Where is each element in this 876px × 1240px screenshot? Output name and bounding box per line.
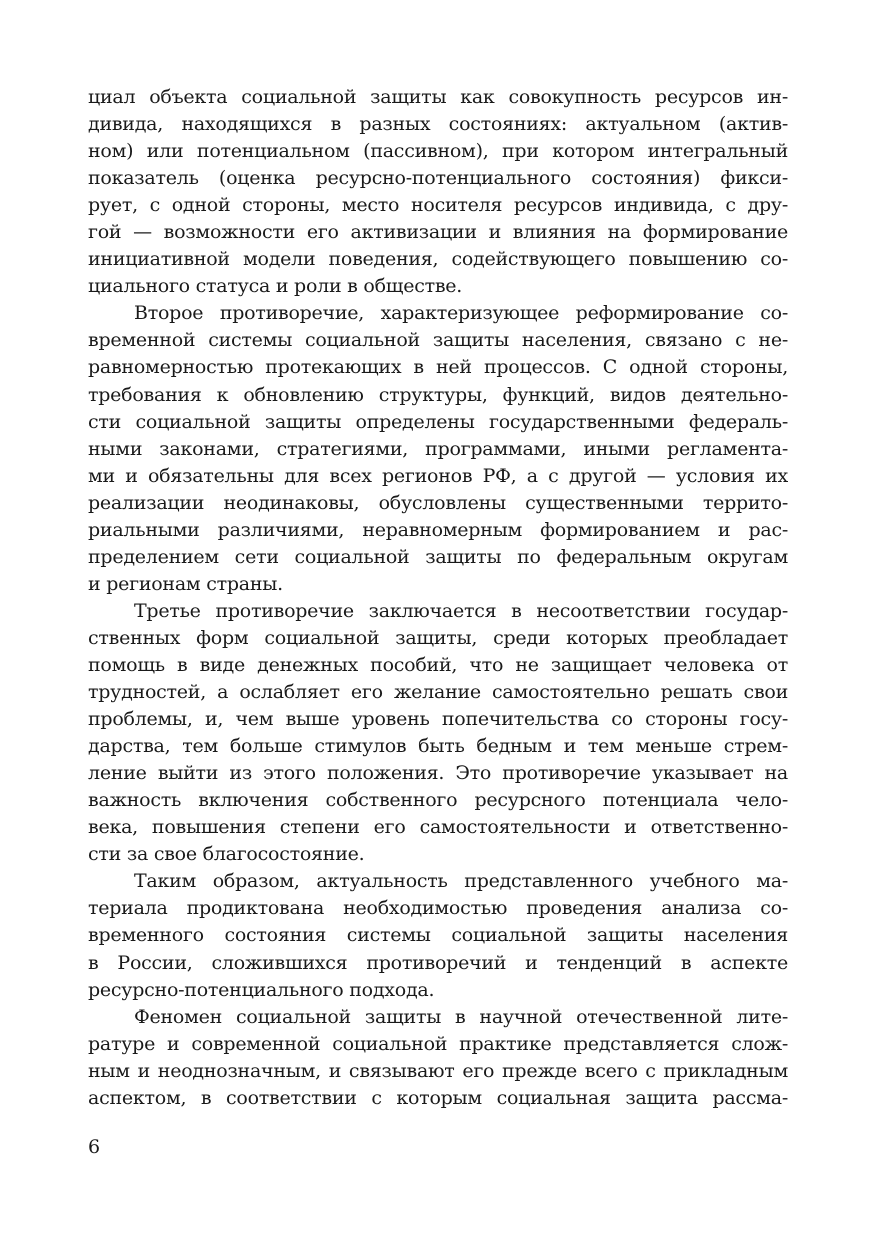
text-line: ственных форм социальной защиты, среди которых преобладает <box>88 626 788 649</box>
text-line: показатель (оценка ресурсно-потенциального состояния) фикси- <box>88 167 788 190</box>
page-number: 6 <box>88 1136 101 1158</box>
text-line: временного состояния системы социальной защиты населения <box>88 924 788 947</box>
text-line: Второе противоречие, характеризующее реформирование со- <box>134 302 788 325</box>
text-line: сти социальной защиты определены государственными федераль- <box>88 410 788 433</box>
text-line: временной системы социальной защиты населения, связано с не- <box>88 329 788 352</box>
text-line: риальными различиями, неравномерным формированием и рас- <box>88 518 788 541</box>
body-text <box>88 84 788 1112</box>
text-line: ным и неоднозначным, и связывают его прежде всего с прикладным <box>88 1059 788 1082</box>
text-line: в России, сложившихся противоречий и тенденций в аспекте <box>88 951 788 974</box>
text-line: и регионам страны. <box>88 572 283 595</box>
text-line: века, повышения степени его самостоятельности и ответственно- <box>88 816 788 839</box>
text-line: гой — возможности его активизации и влияния на формирование <box>88 221 788 244</box>
text-line: ратуре и современной социальной практике представляется слож- <box>88 1032 788 1055</box>
text-line: трудностей, а ослабляет его желание самостоятельно решать свои <box>88 681 788 704</box>
text-line: циал объекта социальной защиты как совокупность ресурсов ин- <box>88 86 788 108</box>
text-line: важность включения собственного ресурсного потенциала чело- <box>88 789 788 812</box>
text-line: дарства, тем больше стимулов быть бедным и тем меньше стрем- <box>88 735 788 758</box>
text-line: сти за свое благосостояние. <box>88 843 365 866</box>
text-line: аспектом, в соответствии с которым социальная защита рассма- <box>88 1086 788 1109</box>
text-line: реализации неодинаковы, обусловлены существенными террито- <box>88 491 788 514</box>
text-line: ными законами, стратегиями, программами, иными регламента- <box>88 437 788 460</box>
text-line: рует, с одной стороны, место носителя ресурсов индивида, с дру- <box>88 194 788 217</box>
text-line: териала продиктована необходимостью проведения анализа со- <box>88 897 788 920</box>
text-line: пределением сети социальной защиты по федеральным округам <box>88 545 788 568</box>
text-line: Феномен социальной защиты в научной отечественной лите- <box>134 1005 788 1028</box>
text-line: равномерностью протекающих в ней процессов. С одной стороны, <box>88 356 788 379</box>
text-line: проблемы, и, чем выше уровень попечительства со стороны госу- <box>88 708 788 731</box>
text-line: ление выйти из этого положения. Это противоречие указывает на <box>88 762 788 785</box>
text-line: ном) или потенциальном (пассивном), при котором интегральный <box>88 140 788 163</box>
text-line: помощь в виде денежных пособий, что не защищает человека от <box>88 653 788 676</box>
text-line: дивида, находящихся в разных состояниях: актуальном (актив- <box>88 113 788 136</box>
text-line: Третье противоречие заключается в несоответствии государ- <box>134 599 788 622</box>
text-line: ми и обязательны для всех регионов РФ, а с другой — условия их <box>88 464 788 487</box>
text-line: инициативной модели поведения, содействующего повышению со- <box>88 248 788 271</box>
text-line: требования к обновлению структуры, функций, видов деятельно- <box>88 383 788 406</box>
text-line: циального статуса и роли в обществе. <box>88 275 463 298</box>
text-line: ресурсно-потенциального подхода. <box>88 978 435 1001</box>
text-line: Таким образом, актуальность представленного учебного ма- <box>134 870 788 893</box>
